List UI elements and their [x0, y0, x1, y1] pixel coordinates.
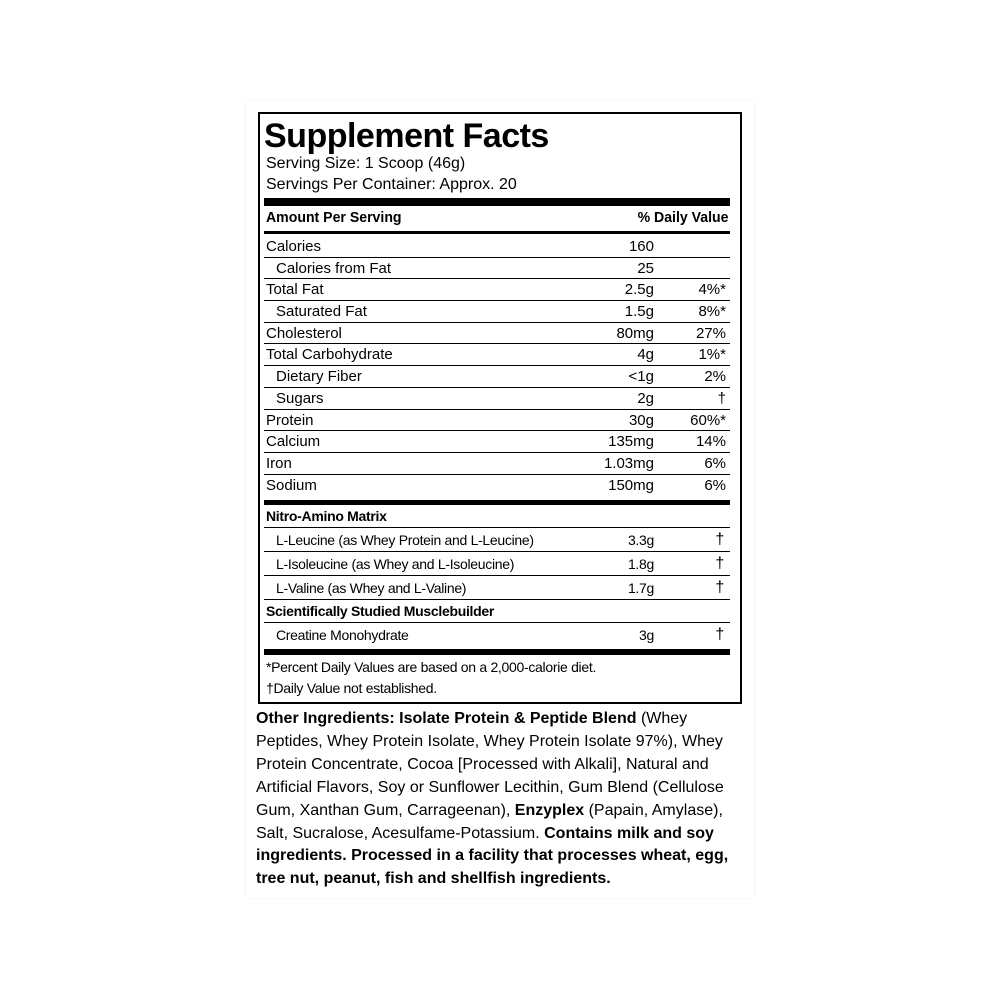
table-row	[264, 344, 730, 366]
nutrient-dv: 1%*	[698, 346, 726, 364]
amino-dv: †	[715, 579, 724, 596]
footnote-percent: *Percent Daily Values are based on a 2,000-calorie diet.	[266, 659, 597, 675]
nutrient-dv: 6%	[704, 454, 726, 472]
nutrient-name: Calcium	[266, 433, 321, 451]
amino-amount: 1.8g	[627, 556, 654, 572]
nutrient-name: Saturated Fat	[276, 303, 367, 321]
table-row	[264, 388, 730, 410]
nutrient-dv: 14%	[695, 433, 726, 451]
nutrient-name: Iron	[266, 454, 292, 472]
nutrient-amount: 160	[628, 238, 654, 255]
ingredients-text-1: (Whey Peptides, Whey Protein Isolate, Whey Protein Isolate 97%), Whey Protein Concentrate, Cocoa [Processed with Alkali], Natural and Artificial Flavors, Soy or Sunflower Lecithin, Gum Blend (Cellulose Gum, Xanthan Gum, Carrageenan),	[256, 710, 724, 819]
serving-size: Serving Size: 1 Scoop (46g)	[266, 155, 466, 172]
amino-dv: †	[715, 555, 724, 572]
amino-section-title: Nitro-Amino Matrix	[266, 508, 387, 524]
nutrient-amount: 2.5g	[624, 281, 654, 299]
table-row	[264, 279, 730, 301]
table-row	[264, 623, 730, 647]
ingredients-lead: Other Ingredients: Isolate Protein & Peptide Blend	[256, 710, 637, 727]
nutrient-name: Sugars	[276, 389, 324, 407]
table-row	[264, 528, 730, 552]
nutrient-name: Protein	[266, 411, 314, 429]
medium-rule-header	[264, 231, 730, 234]
nutrient-table	[264, 236, 730, 496]
nutrient-amount: 4g	[637, 346, 654, 364]
ingredients-text-2: (Papain, Amylase), Salt, Sucralose, Acesulfame-Potassium.	[256, 801, 723, 842]
nutrient-dv: 27%	[695, 324, 726, 342]
table-row	[264, 576, 730, 600]
nutrient-amount: 2g	[637, 389, 654, 407]
nutrient-name: Cholesterol	[266, 324, 342, 342]
nutrient-amount: 30g	[628, 411, 654, 429]
builder-name: Creatine Monohydrate	[276, 627, 409, 643]
nutrient-name: Total Fat	[266, 281, 324, 299]
amino-table	[264, 528, 730, 600]
table-row	[264, 236, 730, 258]
nutrient-amount: 150mg	[608, 476, 654, 494]
servings-per-container: Servings Per Container: Approx. 20	[266, 176, 517, 193]
nutrient-amount: 135mg	[608, 433, 654, 451]
footnote-dagger: †Daily Value not established.	[266, 680, 437, 696]
header-daily-value: % Daily Value	[637, 209, 729, 226]
nutrient-amount: <1g	[628, 368, 654, 386]
panel-title: Supplement Facts	[264, 117, 549, 155]
nutrient-dv: 8%*	[698, 303, 726, 321]
nutrient-dv: 60%*	[690, 411, 726, 429]
ingredients-enzyme: Enzyplex	[514, 801, 585, 819]
nutrient-name: Sodium	[266, 476, 317, 494]
thick-rule-top	[264, 198, 730, 206]
nutrient-name: Calories from Fat	[276, 259, 392, 277]
table-row	[264, 258, 730, 280]
table-row	[264, 552, 730, 576]
header-amount: Amount Per Serving	[266, 209, 402, 226]
amino-name: L-Isoleucine (as Whey and L-Isoleucine)	[276, 556, 515, 572]
nutrient-name: Calories	[266, 238, 322, 255]
allergen-statement: Contains milk and soy ingredients. Processed in a facility that processes wheat, egg, tree nut, peanut, fish and shellfish ingredients.	[256, 824, 729, 888]
amino-name: L-Valine (as Whey and L-Valine)	[276, 580, 467, 596]
nutrient-amount: 80mg	[616, 324, 654, 342]
table-row	[264, 366, 730, 388]
table-row	[264, 453, 730, 475]
amino-dv: †	[715, 531, 724, 548]
thick-rule-mid	[264, 500, 730, 505]
builder-table	[264, 623, 730, 647]
table-header	[266, 208, 729, 228]
table-row	[264, 323, 730, 345]
builder-section-title: Scientifically Studied Musclebuilder	[266, 603, 495, 619]
nutrient-dv: 4%*	[698, 281, 726, 299]
nutrient-dv: 6%	[704, 476, 726, 494]
other-ingredients	[256, 708, 746, 891]
builder-amount: 3g	[639, 627, 654, 643]
nutrient-amount: 25	[637, 259, 654, 277]
nutrient-name: Total Carbohydrate	[266, 346, 393, 364]
table-row	[264, 431, 730, 453]
nutrient-amount: 1.03mg	[603, 454, 654, 472]
table-row	[264, 301, 730, 323]
nutrient-dv: 2%	[704, 368, 726, 386]
table-row	[264, 410, 730, 432]
nutrient-dv: †	[717, 389, 726, 407]
amino-amount: 1.7g	[627, 580, 654, 596]
thick-rule-bottom	[264, 649, 730, 655]
builder-dv: †	[715, 626, 724, 643]
nutrient-name: Dietary Fiber	[276, 368, 362, 386]
amino-amount: 3.3g	[627, 532, 654, 548]
table-row	[264, 475, 730, 497]
nutrient-amount: 1.5g	[624, 303, 654, 321]
amino-name: L-Leucine (as Whey Protein and L-Leucine)	[276, 532, 534, 548]
